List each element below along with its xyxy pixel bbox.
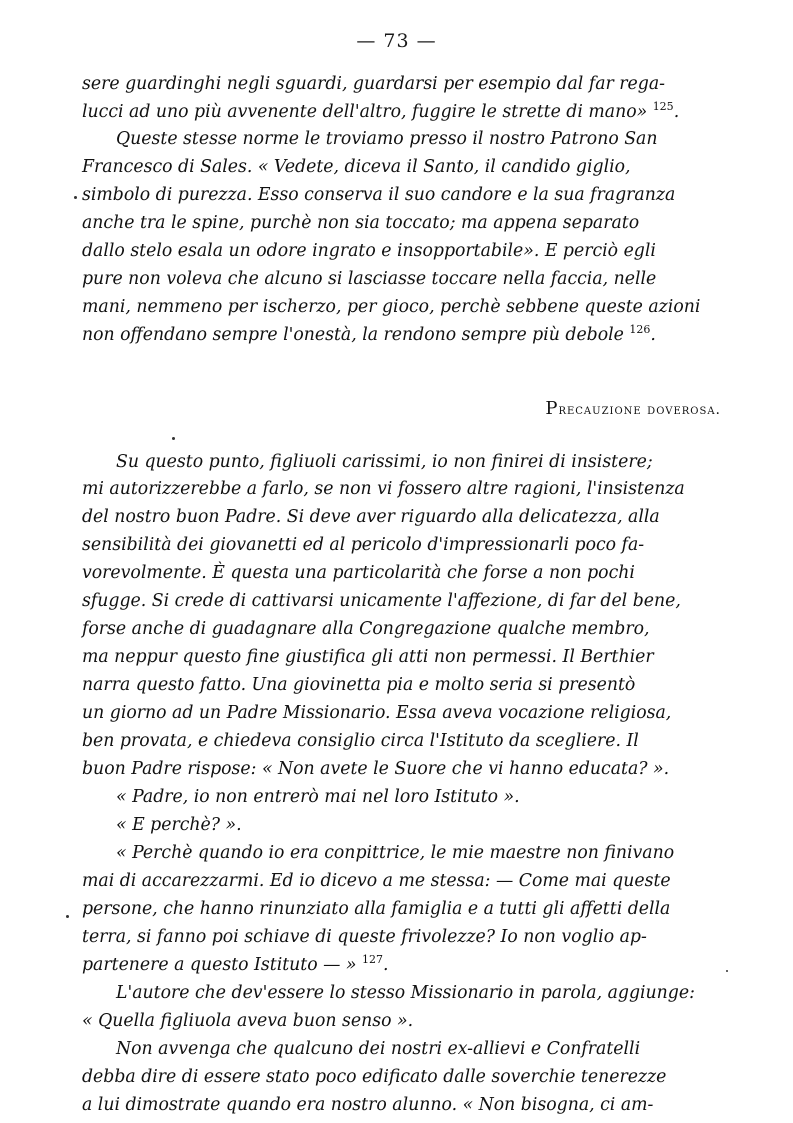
text-line: « Quella figliuola aveva buon senso ». (82, 1011, 414, 1031)
text-line: ma neppur questo fine giustifica gli atti non permessi. Il Berthier (82, 647, 654, 667)
text-line: L'autore che dev'essere lo stesso Missionario in parola, aggiunge: (116, 983, 695, 1003)
text-line: sere guardinghi negli sguardi, guardarsi per esempio dal far rega- (82, 74, 665, 94)
footnote-ref: 125 (652, 100, 674, 114)
text-line: mani, nemmeno per ischerzo, per gioco, perchè sebbene queste azioni (82, 297, 701, 317)
text-line: buon Padre rispose: « Non avete le Suore che vi hanno educata? ». (82, 759, 670, 779)
text-line: « E perchè? ». (116, 815, 242, 835)
footnote-ref: 127 (362, 953, 383, 967)
text-line: ben provata, e chiedeva consiglio circa l'Istituto da scegliere. Il (82, 731, 639, 751)
text-line: Francesco di Sales. « Vedete, diceva il Santo, il candido giglio, (82, 157, 631, 177)
scan-speck (74, 196, 77, 199)
text-line: terra, si fanno poi schiave di queste frivolezze? Io non voglio ap- (82, 927, 647, 947)
text-line: « Padre, io non entrerò mai nel loro Istituto ». (116, 787, 520, 807)
scan-speck (172, 437, 175, 440)
text-line: forse anche di guadagnare alla Congregazione qualche membro, (82, 619, 650, 639)
text-line: sensibilità dei giovanetti ed al pericolo d'impressionarli poco fa- (82, 535, 645, 555)
text-line: lucci ad uno più avvenente dell'altro, fuggire le strette di mano» $^{125}$. (82, 100, 680, 122)
text-line: pure non voleva che alcuno si lasciasse toccare nella faccia, nelle (82, 269, 657, 289)
text-line: vorevolmente. È questa una particolarità che forse a non pochi (82, 563, 635, 583)
text-line: a lui dimostrate quando era nostro alunno. « Non bisogna, ci am- (82, 1095, 654, 1115)
text-line: debba dire di essere stato poco edificato dalle soverchie tenerezze (82, 1067, 667, 1087)
text-line: partenere a questo Istituto — » $^{127}$. (82, 953, 389, 975)
text-line: Queste stesse norme le troviamo presso il nostro Patrono San (116, 129, 658, 149)
text-line: narra questo fatto. Una giovinetta pia e molto seria si presentò (82, 675, 636, 695)
text-line: persone, che hanno rinunziato alla famiglia e a tutti gli affetti della (82, 899, 671, 919)
text-line: simbolo di purezza. Esso conserva il suo candore e la sua fragranza (82, 185, 676, 205)
footnote-ref: 126 (629, 323, 651, 337)
text-line: « Perchè quando io era conpittrice, le mie maestre non finivano (116, 843, 675, 863)
text-line: Non avvenga che qualcuno dei nostri ex-allievi e Confratelli (116, 1039, 641, 1059)
text-line: mai di accarezzarmi. Ed io dicevo a me stessa: — Come mai queste (82, 871, 671, 891)
text-line: mi autorizzerebbe a farlo, se non vi fossero altre ragioni, l'insistenza (82, 479, 685, 499)
scan-speck (726, 970, 728, 972)
text-line: sfugge. Si crede di cattivarsi unicamente l'affezione, di far del bene, (82, 591, 681, 611)
scan-speck (66, 915, 69, 918)
text-line: dallo stelo esala un odore ingrato e insopportabile». E perciò egli (82, 241, 656, 261)
text-line: un giorno ad un Padre Missionario. Essa aveva vocazione religiosa, (82, 703, 672, 723)
page-number: — 73 — (356, 30, 437, 52)
text-line: non offendano sempre l'onestà, la rendono sempre più debole $^{126}$. (82, 323, 656, 345)
section-heading: Precauzione doverosa. (545, 398, 721, 419)
text-line: anche tra le spine, purchè non sia toccato; ma appena separato (82, 213, 640, 233)
text-line: Su questo punto, figliuoli carissimi, io non finirei di insistere; (116, 452, 653, 472)
text-line: del nostro buon Padre. Si deve aver riguardo alla delicatezza, alla (82, 507, 660, 527)
